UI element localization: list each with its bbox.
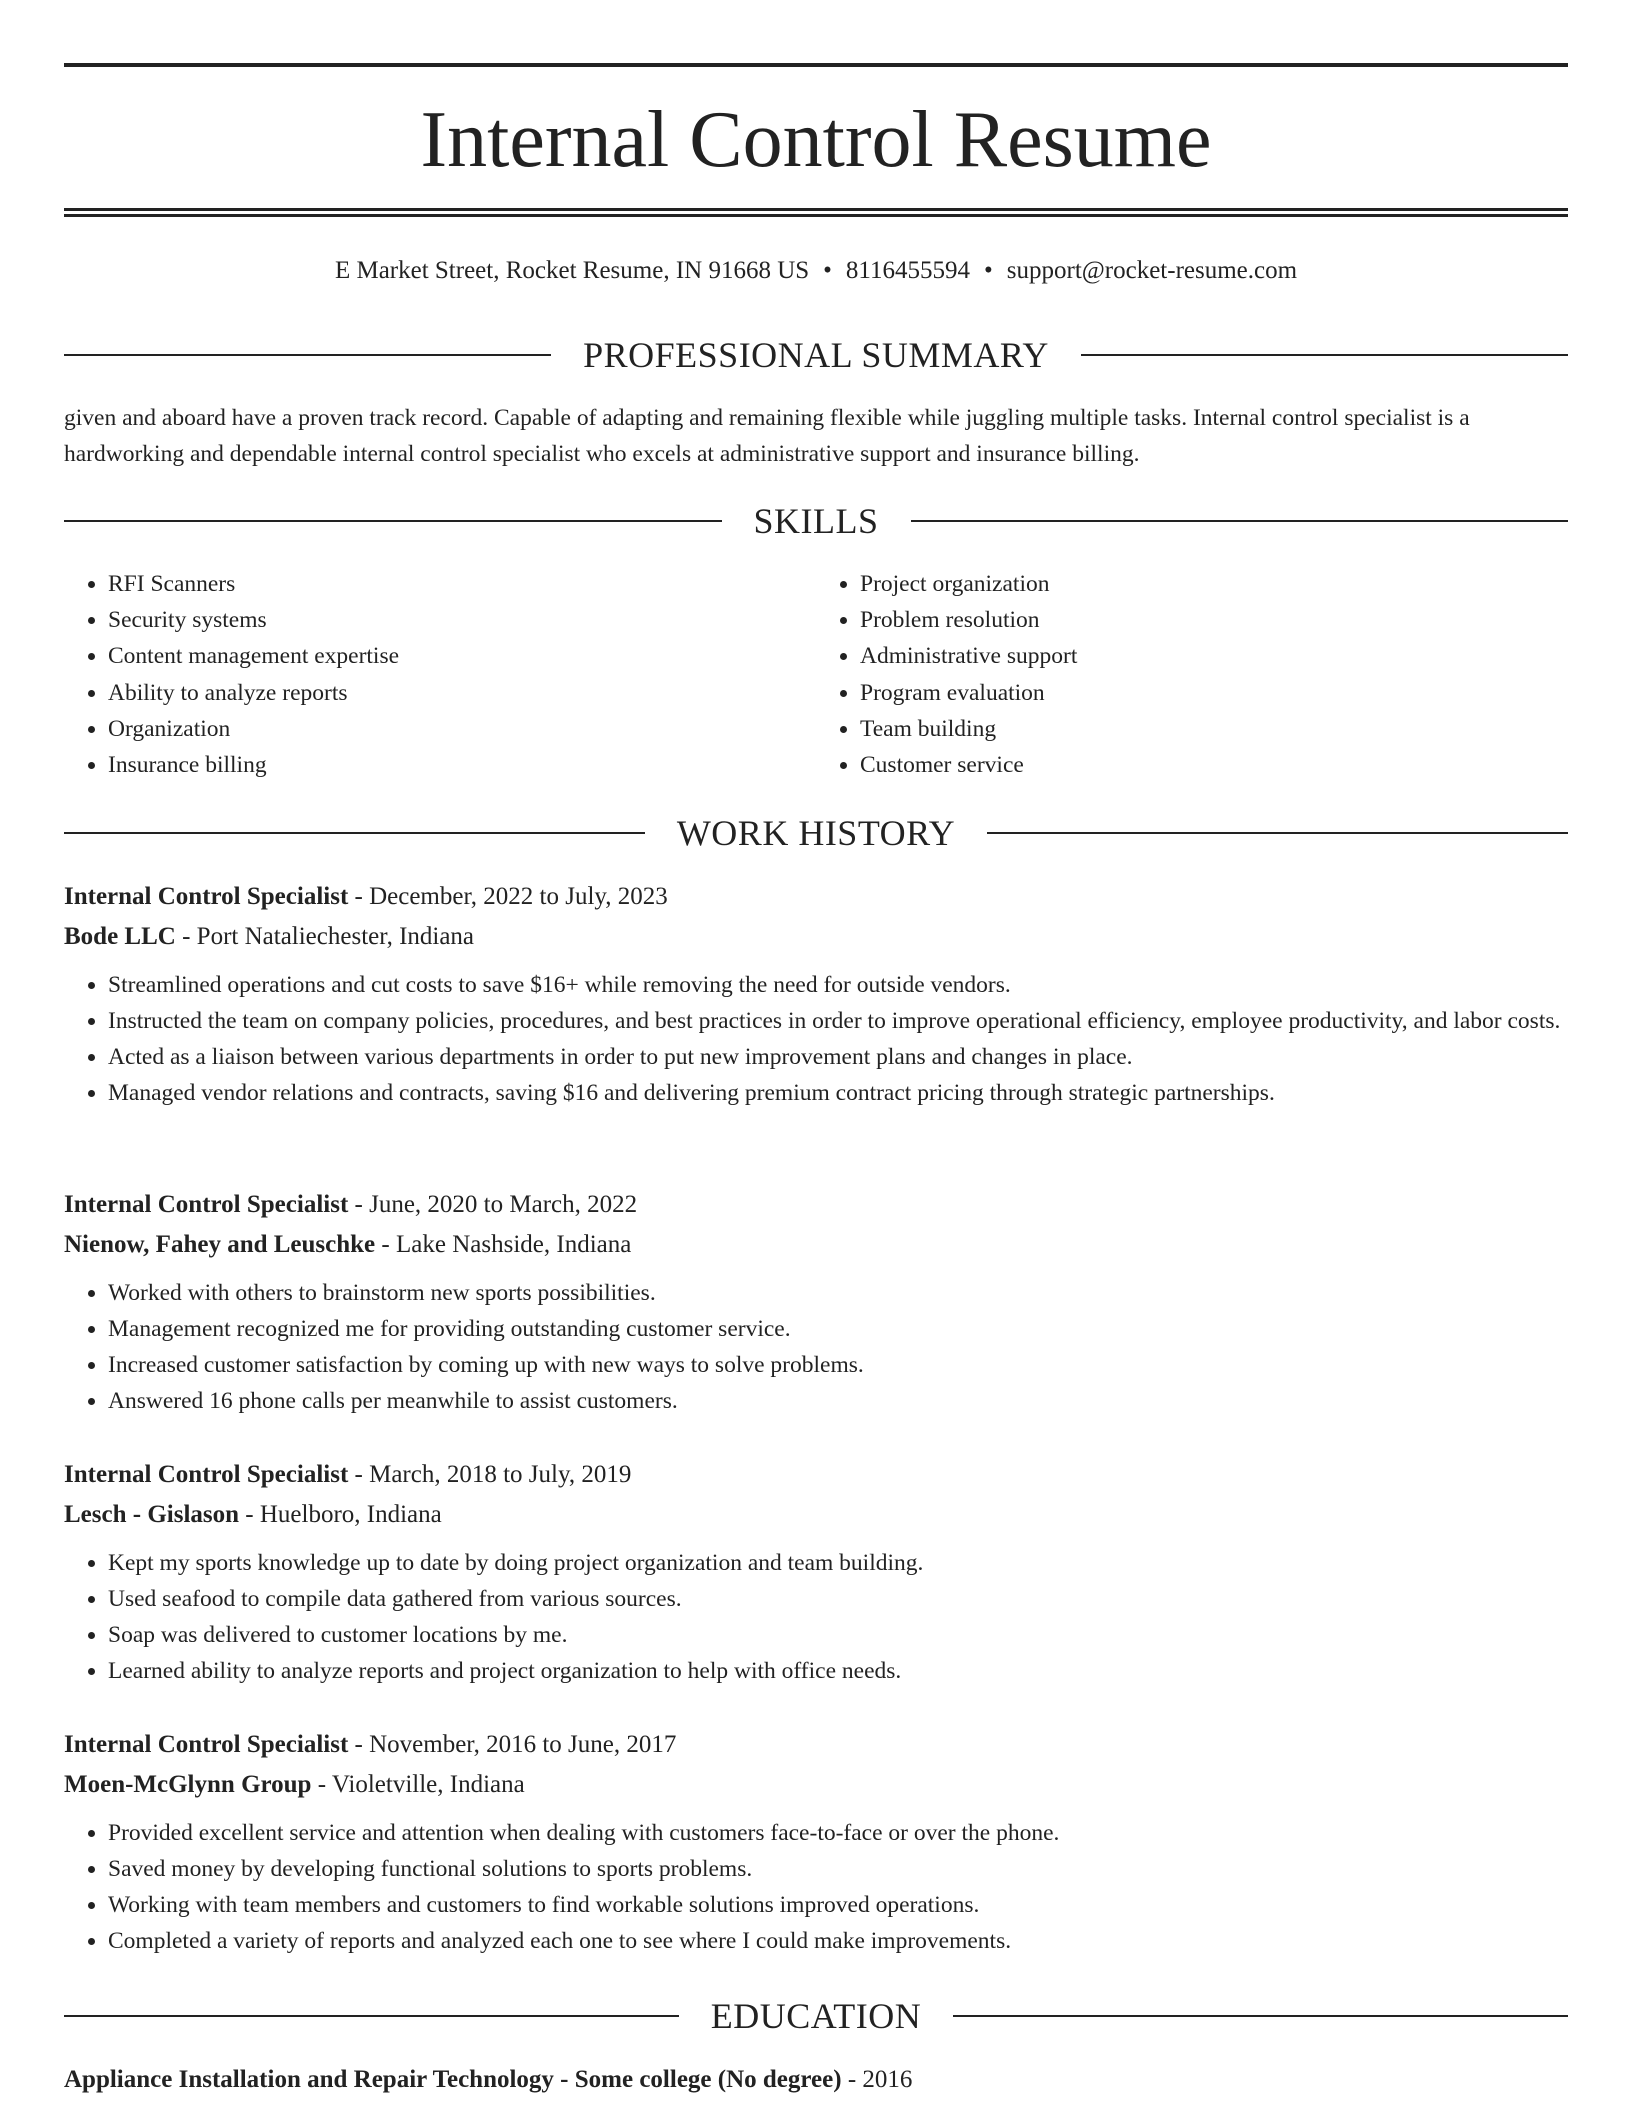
- address: E Market Street, Rocket Resume, IN 91668 US: [334, 257, 810, 284]
- phone: 8116455594: [845, 257, 970, 284]
- job-bullet: • Streamlined operations and cut costs to save $16+ while removing the need for outside vendors.: [108, 967, 1568, 1003]
- job-bullets: [64, 1545, 1568, 1689]
- job-bullet: • Kept my sports knowledge up to date by doing project organization and team building.: [108, 1545, 1568, 1581]
- skill-item: • Customer service: [860, 747, 1568, 783]
- job-bullet: • Worked with others to brainstorm new sports possibilities.: [108, 1275, 1568, 1311]
- dash: -: [381, 1231, 390, 1258]
- job-bullet: • Provided excellent service and attention when dealing with customers face-to-face or over the phone.: [108, 1815, 1568, 1851]
- summary-text: given and aboard have a proven track record. Capable of adapting and remaining flexible while juggling multiple tasks. Internal control specialist is a hardworking and dependable internal control specialist who excels at administrative support and insurance billing.: [64, 405, 1470, 467]
- skills-column-left: [64, 566, 816, 783]
- top-rule: [64, 63, 1568, 67]
- skill-item: • RFI Scanners: [108, 566, 816, 602]
- job-bullet: • Increased customer satisfaction by coming up with new ways to solve problems.: [108, 1347, 1568, 1383]
- company-location: Violetville, Indiana: [331, 1771, 525, 1798]
- contact-line: [64, 254, 1568, 288]
- company-line: [64, 917, 1568, 957]
- company-name: Bode LLC: [64, 923, 176, 950]
- job-bullet: • Completed a variety of reports and analyzed each one to see where I could make improvements.: [108, 1923, 1568, 1959]
- dash: -: [354, 1191, 363, 1218]
- company-location: Huelboro, Indiana: [259, 1501, 442, 1528]
- dash: -: [354, 883, 363, 910]
- job-entry: [64, 1455, 1568, 1689]
- job-entry: [64, 1185, 1568, 1419]
- skill-item: • Organization: [108, 711, 816, 747]
- dash: -: [317, 1771, 327, 1798]
- divider: [987, 832, 1568, 834]
- job-title-line: [64, 1185, 1568, 1225]
- dash: -: [847, 2066, 857, 2093]
- dash: -: [182, 923, 191, 950]
- job-bullet: • Managed vendor relations and contracts, saving $16 and delivering premium contract pricing through strategic partnerships.: [108, 1075, 1568, 1111]
- skill-item: • Project organization: [860, 566, 1568, 602]
- skill-item: • Security systems: [108, 602, 816, 638]
- section-title: EDUCATION: [710, 1996, 922, 2036]
- job-dates: December, 2022 to July, 2023: [369, 883, 668, 910]
- degree: Appliance Installation and Repair Technology - Some college (No degree): [64, 2066, 842, 2093]
- skill-item: • Program evaluation: [860, 675, 1568, 711]
- company-location: Port Nataliechester, Indiana: [196, 923, 475, 950]
- resume-title: Internal Control Resume: [420, 96, 1212, 184]
- divider: [64, 354, 551, 356]
- job-dates: June, 2020 to March, 2022: [369, 1191, 638, 1218]
- section-heading-work: [64, 811, 1568, 855]
- job-dates: November, 2016 to June, 2017: [369, 1731, 677, 1758]
- job-bullet: • Acted as a liaison between various departments in order to put new improvement plans and changes in place.: [108, 1039, 1568, 1075]
- section-title: WORK HISTORY: [676, 813, 956, 853]
- separator: •: [823, 257, 832, 284]
- skill-item: • Team building: [860, 711, 1568, 747]
- job-dates: March, 2018 to July, 2019: [369, 1461, 632, 1488]
- skills-column-right: [816, 566, 1568, 783]
- job-bullets: [64, 1815, 1568, 1959]
- job-bullet: • Answered 16 phone calls per meanwhile to assist customers.: [108, 1383, 1568, 1419]
- company-name: Lesch - Gislason: [64, 1501, 240, 1528]
- job-title: Internal Control Specialist: [64, 1731, 349, 1758]
- skill-item: • Insurance billing: [108, 747, 816, 783]
- job-bullets: [64, 1275, 1568, 1419]
- education-entry: [64, 2060, 1568, 2100]
- section-heading-skills: [64, 499, 1568, 543]
- section-heading-education: [64, 1994, 1568, 2038]
- job-bullet: • Working with team members and customers to find workable solutions improved operations.: [108, 1887, 1568, 1923]
- company-location: Lake Nashside, Indiana: [396, 1231, 632, 1258]
- skill-item: • Problem resolution: [860, 602, 1568, 638]
- job-title: Internal Control Specialist: [64, 883, 349, 910]
- skill-item: • Ability to analyze reports: [108, 675, 816, 711]
- double-rule: [64, 208, 1568, 217]
- job-bullets: [64, 967, 1568, 1111]
- company-name: Nienow, Fahey and Leuschke: [64, 1231, 376, 1258]
- job-bullet: • Instructed the team on company policies, procedures, and best practices in order to improve operational efficiency, employee productivity, and labor costs.: [108, 1003, 1568, 1039]
- job-bullet: • Saved money by developing functional solutions to sports problems.: [108, 1851, 1568, 1887]
- skills-list: [64, 566, 1568, 783]
- job-entry: [64, 877, 1568, 1111]
- job-bullet: • Soap was delivered to customer locations by me.: [108, 1617, 1568, 1653]
- section-title: PROFESSIONAL SUMMARY: [583, 335, 1049, 375]
- skill-item: • Content management expertise: [108, 638, 816, 674]
- divider: [1081, 354, 1568, 356]
- divider: [953, 2015, 1568, 2017]
- job-title: Internal Control Specialist: [64, 1191, 349, 1218]
- job-bullet: • Management recognized me for providing outstanding customer service.: [108, 1311, 1568, 1347]
- section-title: SKILLS: [753, 501, 879, 541]
- separator: •: [984, 257, 993, 284]
- company-line: [64, 1765, 1568, 1805]
- section-heading-summary: [64, 333, 1568, 377]
- job-title-line: [64, 1455, 1568, 1495]
- job-bullet: • Learned ability to analyze reports and project organization to help with office needs.: [108, 1653, 1568, 1689]
- graduation-year: 2016: [862, 2066, 913, 2093]
- divider: [911, 520, 1569, 522]
- divider: [64, 832, 645, 834]
- job-entry: [64, 1725, 1568, 1959]
- dash: -: [354, 1461, 363, 1488]
- company-name: Moen-McGlynn Group: [64, 1771, 312, 1798]
- dash: -: [245, 1501, 254, 1528]
- company-line: [64, 1225, 1568, 1265]
- job-title-line: [64, 1725, 1568, 1765]
- job-title-line: [64, 877, 1568, 917]
- job-bullet: • Used seafood to compile data gathered from various sources.: [108, 1581, 1568, 1617]
- divider: [64, 520, 722, 522]
- divider: [64, 2015, 679, 2017]
- skill-item: • Administrative support: [860, 638, 1568, 674]
- dash: -: [354, 1731, 363, 1758]
- email: support@rocket-resume.com: [1006, 257, 1298, 284]
- company-line: [64, 1495, 1568, 1535]
- job-title: Internal Control Specialist: [64, 1461, 349, 1488]
